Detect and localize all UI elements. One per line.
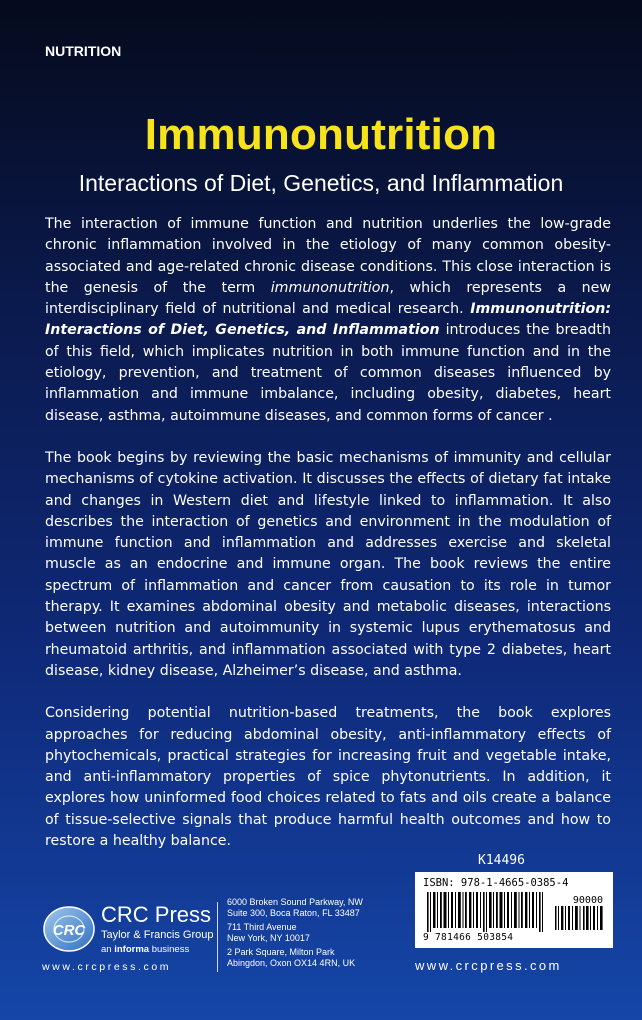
crc-logo: [42, 905, 96, 957]
publisher-informa: an informa business: [101, 944, 190, 955]
barcode-digits: 9 781466 503854: [423, 932, 514, 943]
book-subtitle: Interactions of Diet, Genetics, and Inflammation: [78, 170, 564, 196]
description-paragraph-3: Considering potential nutrition-based treatments, the book explores approaches for reducing abdominal obesity, anti-inflammatory effects of phytochemicals, practical strategies for increasing fruit and vegetable intake, and anti-inflammatory properties of spice phytonutrients. In addition, it explores how uninformed food choices related to fats and oils create a balance of tissue-selective signals that produce harmful health outcomes and how to restore a healthy balance.: [45, 705, 611, 850]
footer-url: www.crcpress.com: [415, 958, 562, 973]
description-paragraph-1: The interaction of immune function and nutrition underlies the low-grade chronic inflammation involved in the etiology of many common obesity-associated and age-related chronic disease conditions. This close interaction is the genesis of the term immunonutrition, which represents a new interdisciplinary field of nutritional and medical research. Immunonutrition: Interactions of Diet, Genetics, and Inflammation introduces the breadth of this field, which implicates nutrition in both immune function and in the etiology, prevention, and treatment of common diseases influenced by inflammation and immune imbalance, including obesity, diabetes, heart disease, asthma, autoimmune diseases, and common forms of cancer .: [45, 216, 612, 424]
publisher-divider: [217, 902, 218, 972]
book-description: [45, 214, 611, 873]
publisher-address: 6000 Broken Sound Parkway, NW Suite 300, Boca Raton, FL 33487 711 Third Avenue New York, NY 10017 2 Park Square, Milton Park Abingdon, Oxon OX14 4RN, UK: [227, 897, 363, 968]
svg-text:CRC: CRC: [52, 922, 86, 939]
price-code: 90000: [572, 895, 603, 906]
book-title: Immunonutrition: [144, 110, 498, 159]
price-barcode-bars: [555, 906, 605, 930]
crc-logo-icon: [42, 905, 96, 953]
barcode-bars: [427, 892, 545, 932]
category-label: NUTRITION: [45, 43, 122, 59]
publisher-group: Taylor & Francis Group: [101, 929, 214, 941]
isbn-barcode: [415, 872, 613, 948]
publisher-url: www.crcpress.com: [42, 961, 172, 973]
catalog-number: K14496: [478, 853, 525, 868]
isbn-text: ISBN: 978-1-4665-0385-4: [423, 877, 569, 889]
description-paragraph-2: The book begins by reviewing the basic mechanisms of immunity and cellular mechanisms of cytokine activation. It discusses the effects of dietary fat intake and changes in Western diet and lifestyle linked to inflammation. It also describes the interaction of genetics and environment in the modulation of immune function and inflammation and addresses exercise and skeletal muscle as an endocrine and immune organ. The book reviews the entire spectrum of inflammation and cancer from causation to its role in tumor therapy. It examines abdominal obesity and metabolic diseases, interactions between nutrition and autoimmunity in systemic lupus erythematosus and rheumatoid arthritis, and inflammation associated with type 2 diabetes, heart disease, kidney disease, Alzheimer’s disease, and asthma.: [45, 449, 611, 679]
publisher-name: CRC Press: [101, 902, 212, 927]
